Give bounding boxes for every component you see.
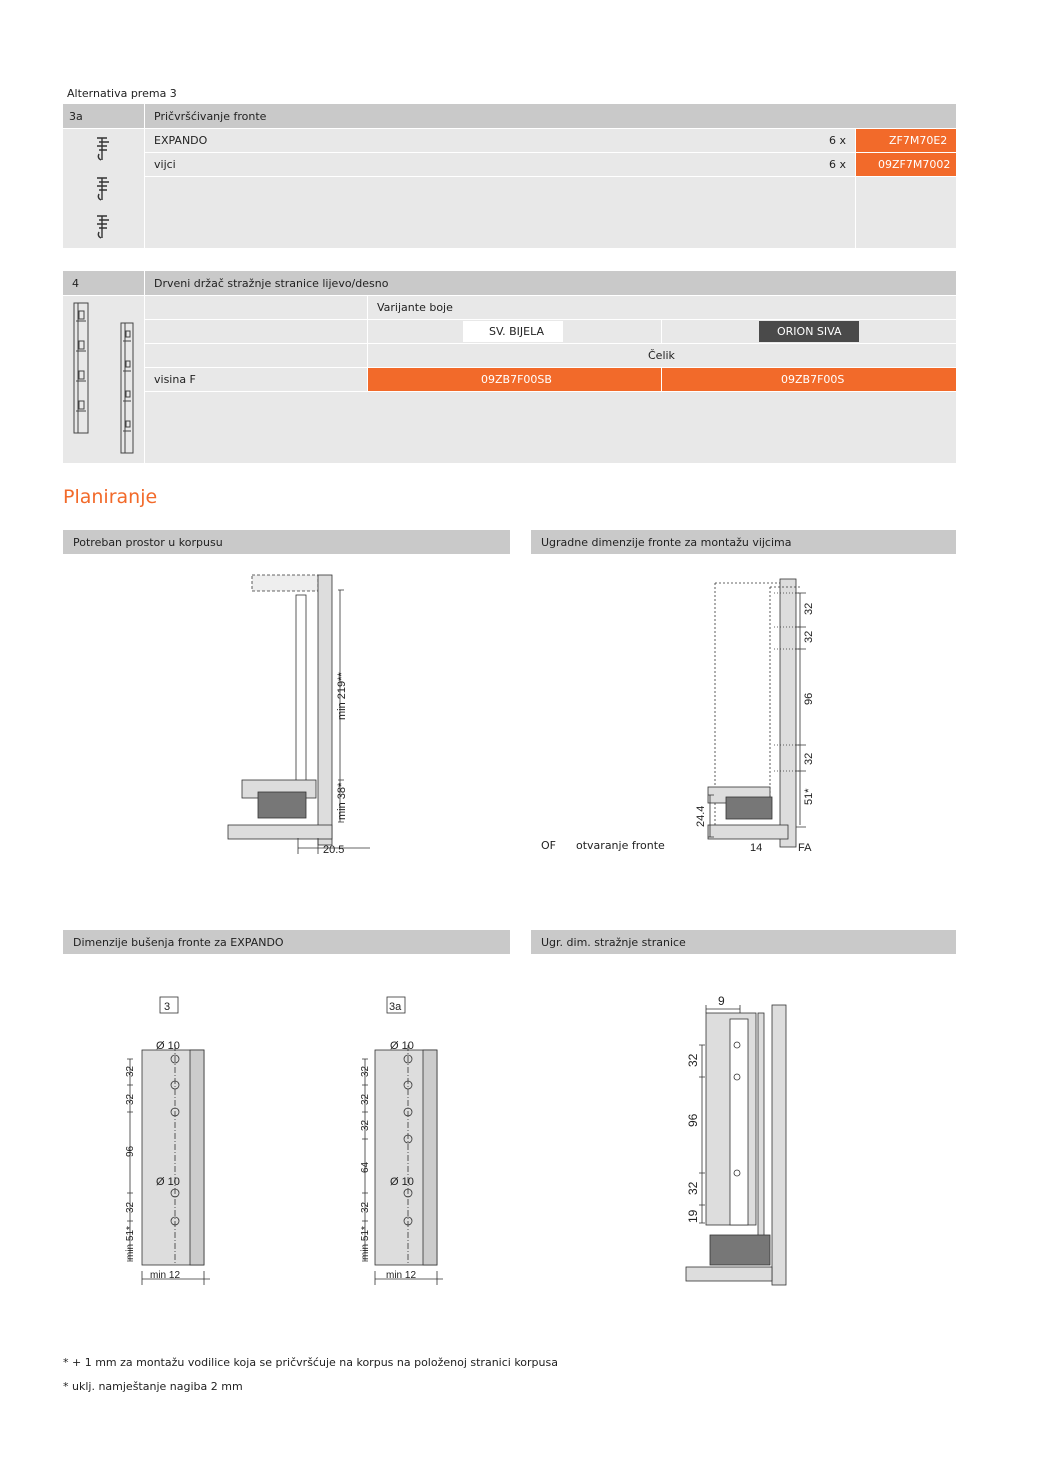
diagram-space xyxy=(220,570,370,860)
section-title: Planiranje xyxy=(63,486,158,508)
table-4-title: Drveni držač stražnje stranice lijevo/desno xyxy=(154,277,389,290)
row-expando-qty: 6 x xyxy=(829,134,847,147)
table-4 xyxy=(63,271,956,463)
svg-text:19: 19 xyxy=(686,1209,700,1223)
svg-text:96: 96 xyxy=(686,1113,700,1127)
svg-text:32: 32 xyxy=(360,1201,371,1213)
svg-text:32: 32 xyxy=(686,1181,700,1195)
code-white: 09ZB7F00SB xyxy=(481,373,552,386)
row-label-visina: visina F xyxy=(154,373,196,386)
svg-text:min 51*: min 51* xyxy=(125,1226,136,1260)
dim-min38: min 38* xyxy=(336,782,348,820)
svg-text:32: 32 xyxy=(803,630,815,643)
panel-space-bar: Potreban prostor u korpusu xyxy=(63,530,510,554)
svg-text:FA: FA xyxy=(798,842,812,854)
svg-text:96: 96 xyxy=(803,692,815,705)
svg-text:32: 32 xyxy=(803,602,815,615)
expando-dowel-icon xyxy=(93,134,115,244)
d10-left-top: Ø 10 xyxy=(156,1040,180,1052)
row-expando-name: EXPANDO xyxy=(154,134,208,147)
row-vijci-qty: 6 x xyxy=(829,158,847,171)
min12-left: min 12 xyxy=(150,1270,181,1281)
box-3a: 3a xyxy=(389,1001,402,1013)
table-3a-title: Pričvršćivanje fronte xyxy=(154,110,267,123)
footnote-2: * uklj. namještanje nagiba 2 mm xyxy=(63,1380,243,1393)
color-white: SV. BIJELA xyxy=(489,325,544,338)
box-3: 3 xyxy=(164,1001,171,1013)
row-expando-code: ZF7M70E2 xyxy=(889,134,948,147)
panel-front-bar: Ugradne dimenzije fronte za montažu vijcima xyxy=(531,530,956,554)
footnote-1: * + 1 mm za montažu vodilice koja se pričvršćuje na korpus na položenoj stranici korpusa xyxy=(63,1356,558,1369)
diagram-back xyxy=(680,995,800,1290)
min12-right: min 12 xyxy=(386,1270,417,1281)
svg-text:32: 32 xyxy=(686,1053,700,1067)
d10-right-top: Ø 10 xyxy=(390,1040,414,1052)
dim-205: 20.5 xyxy=(323,844,345,856)
table-4-num: 4 xyxy=(72,277,79,290)
dim-min219: min 219** xyxy=(336,672,348,720)
table-3a xyxy=(63,104,956,248)
alt-label: Alternativa prema 3 xyxy=(67,87,177,100)
svg-text:32: 32 xyxy=(360,1065,371,1077)
legend-code: OF xyxy=(541,839,556,852)
svg-text:32: 32 xyxy=(125,1093,136,1105)
legend-text: otvaranje fronte xyxy=(576,839,665,852)
row-vijci-name: vijci xyxy=(154,158,176,171)
svg-text:32: 32 xyxy=(360,1093,371,1105)
svg-text:24.4: 24.4 xyxy=(695,805,707,827)
code-grey: 09ZB7F00S xyxy=(781,373,845,386)
back-holder-icon xyxy=(71,301,141,461)
svg-text:64: 64 xyxy=(360,1161,371,1173)
diagram-drill xyxy=(120,995,470,1295)
table-3a-num: 3a xyxy=(69,110,83,123)
svg-text:14: 14 xyxy=(750,842,763,854)
panel-back-bar: Ugr. dim. stražnje stranice xyxy=(531,930,956,954)
svg-text:51*: 51* xyxy=(803,788,815,805)
svg-text:32: 32 xyxy=(125,1201,136,1213)
material: Čelik xyxy=(648,349,675,362)
svg-text:32: 32 xyxy=(125,1065,136,1077)
diagram-front xyxy=(690,575,830,860)
panel-drill-bar: Dimenzije bušenja fronte za EXPANDO xyxy=(63,930,510,954)
svg-text:9: 9 xyxy=(718,994,725,1008)
drill-right-dims xyxy=(360,1065,371,1260)
svg-text:min 51*: min 51* xyxy=(360,1226,371,1260)
row-vijci-code: 09ZF7M7002 xyxy=(878,158,951,171)
d10-right-mid: Ø 10 xyxy=(390,1176,414,1188)
variants-label: Varijante boje xyxy=(377,301,453,314)
drill-left-dims xyxy=(125,1065,136,1260)
svg-text:32: 32 xyxy=(360,1119,371,1131)
d10-left-mid: Ø 10 xyxy=(156,1176,180,1188)
svg-text:96: 96 xyxy=(125,1145,136,1157)
svg-text:32: 32 xyxy=(803,752,815,765)
color-grey: ORION SIVA xyxy=(777,325,842,338)
